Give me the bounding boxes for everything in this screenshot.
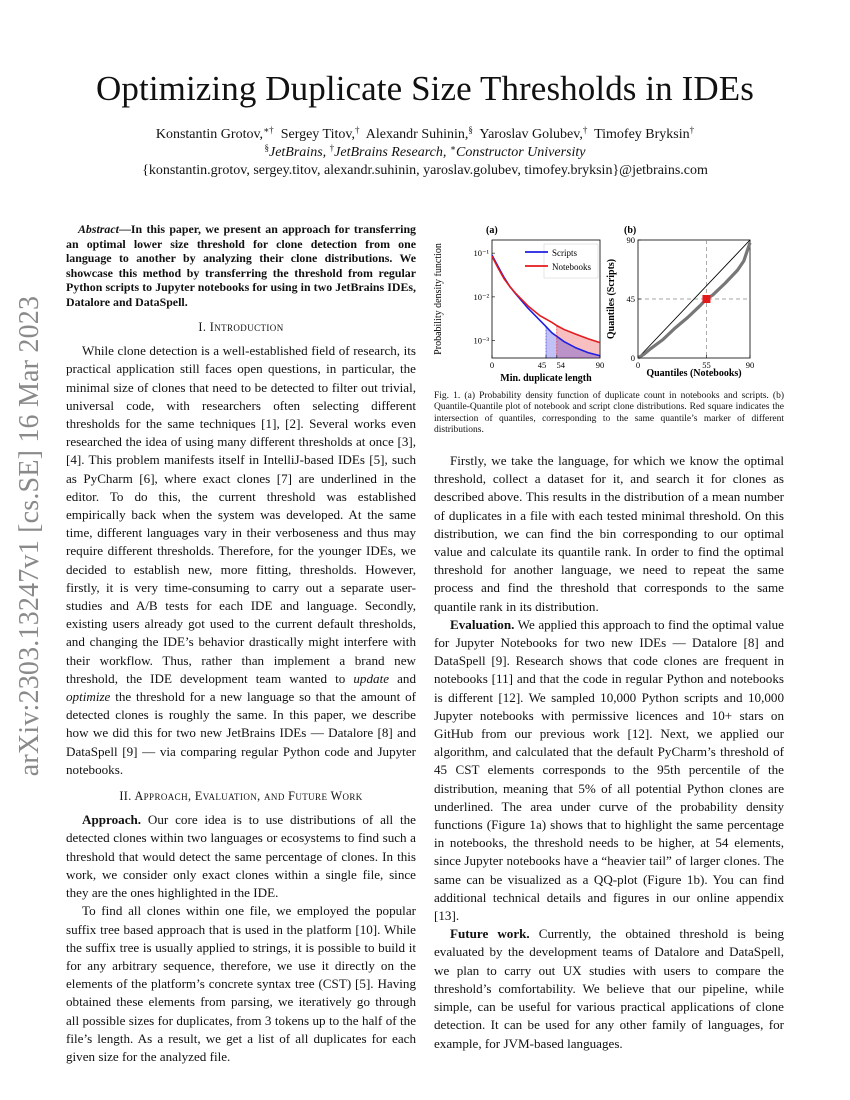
paper-title: Optimizing Duplicate Size Thresholds in IDEs (96, 69, 754, 108)
x-tick-label: 0 (635, 360, 641, 370)
y-axis-label-a: Probability density function (434, 243, 444, 355)
y-tick-label: 45 (626, 294, 635, 304)
author-name: Sergey Titov, (280, 127, 355, 142)
approach-paragraph (66, 811, 416, 902)
approach-paragraph: To find all clones within one file, we employed the popular suffix tree based approach that is used in the platform [10]. While the suffix tree is usually applied to strings, it is possible to build it for any arbitrary sequence, therefore, we use it directly on the elements of the platform’s concrete syntax tree (CST) [5]. Having obtained these elements from parsing, we iteratively go through all possible sizes for duplicates, from 3 tokens up to the half of the file’s length. As a result, we get a list of all duplicates for each given size for the analyzed file. (66, 903, 416, 1064)
y-tick-label: 10⁻³ (473, 335, 489, 346)
affiliation: JetBrains Research, (334, 145, 447, 160)
author-mark: ∗† (263, 125, 274, 135)
left-column (66, 222, 416, 1066)
figure-1-plots (434, 226, 794, 386)
affiliation-mark: § (264, 143, 269, 153)
x-tick-label: 90 (745, 360, 755, 370)
y-tick-label: 10⁻¹ (473, 248, 489, 259)
right-column (434, 452, 784, 1053)
approach-paragraph: Firstly, we take the language, for which we know the optimal threshold, collect a dataset for it, and search it for clones as described above. This results in the distribution of a mean number of duplicates in a file with each tested minimal threshold. On this distribution, we can find the bin corresponding to our optimal value and calculate its quantile rank. In order to find the optimal threshold for another language, we need to repeat the same process and find the threshold that corresponds to the same quantile rank in its distribution. (434, 453, 784, 614)
affiliation: Constructor University (456, 145, 586, 160)
author-emails: {konstantin.grotov, sergey.titov, alexandr.suhinin, yaroslav.golubev, timofey.bryksin}@jetbrains.com (142, 163, 708, 178)
x-axis-label-b: Quantiles (Notebooks) (646, 368, 742, 379)
run-in-heading-evaluation: Evaluation. (450, 616, 515, 632)
figure-caption: Fig. 1. (a) Probability density function of duplicate count in notebooks and scripts. (b) Quantile-Quantile plot of notebook and script clone distributions. Red square indicates the intersection of quantiles, corresponding to the same quantile’s marker of different distributions. (434, 391, 784, 435)
affiliation-mark: ∗ (449, 143, 456, 153)
legend-label-scripts: Scripts (552, 248, 578, 258)
section-heading-introduction: I. Introduction (198, 320, 284, 334)
emphasis-update: update (353, 670, 390, 686)
intro-text: the threshold for a new language so that the amount of detected clones is roughly the same. In this paper, we describe how we did this for two new JetBrains IDEs — Datalore [8] and DataSpell [9] — via comparing regular Python code and Jupyter notebooks. (66, 689, 416, 777)
y-tick-label: 90 (626, 235, 635, 245)
intro-text: While clone detection is a well-established field of research, its practical application still faces open questions, in particular, the minimal size of clones that need to be detected to filter out trivial, universal code, with researchers often selecting different thresholds for the same techniques [1], [2]. Several works even researched the idea of using many different thresholds at once [3], [4]. This problem manifests itself in IntelliJ-based IDEs [5], such as PyCharm [6], where exact clones [7] are underlined in the editor. To do this, the current threshold was established empirically back when the system was developed. At the same time, different languages vary in their verboseness and thus may require different thresholds. Therefore, for the younger IDEs, we decided to establish new, more fitting, thresholds. However, firstly, it is very time-consuming to carry out a separate user-studies and A/B tests for each IDE and language. Secondly, existing users already got used to the current default thresholds, and changing the IDE’s behavior drastically might interfere with their workflow. Thus, rather than implement a brand new threshold, the IDE development team wanted to (66, 343, 416, 686)
section-heading-approach: II. Approach, Evaluation, and Future Work (119, 789, 363, 804)
abstract (66, 222, 416, 309)
author-mark: † (582, 125, 588, 135)
chart-panel-b (606, 226, 754, 379)
author-affiliations (60, 144, 790, 162)
author-name: Yaroslav Golubev, (479, 127, 583, 142)
x-tick-label: 54 (556, 360, 566, 370)
evaluation-paragraph (434, 616, 784, 925)
x-tick-label: 45 (537, 360, 547, 370)
abstract-text: —In this paper, we present an approach for transferring an optimal lower size threshold for clone detection from one language to another by analyzing their clone distributions. We showcase this method by transferring the threshold from regular Python scripts to Jupyter notebooks for using in two JetBrains IDEs, Datalore and DataSpell. (66, 222, 416, 309)
future-work-text: Currently, the obtained threshold is being evaluated by the development teams of Datalore and DataSpell, we plan to carry out UX studies with users to compare the threshold’s comfortability. We believe that our pipeline, while simple, can be useful for various practical applications of clone detection. It can be used for any other family of languages, for example, for JVM-based languages. (434, 926, 785, 1051)
arxiv-sidebar (0, 296, 60, 776)
future-work-paragraph (434, 925, 784, 1052)
approach-text: Our core idea is to use distributions of all the detected clones within two languages or ecosystems to find such a threshold that would detect the same percentage of clones. In this work, we consider only exact clones within a single file, since they are the ones highlighted in the IDE. (66, 812, 416, 901)
x-tick-label: 90 (595, 360, 605, 370)
evaluation-text: We applied this approach to find the optimal value for Jupyter Notebooks for two new IDEs — Datalore [8] and DataSpell [9]. Research shows that code clones are frequent in notebooks [11] and that the code in regular Python and notebooks is different [12]. We sampled 10,000 Python scripts and 10,000 Jupyter notebooks with permissive licences and 10+ stars on GitHub from our previous work [12]. Next, we applied our algorithm, and calculated that the default PyCharm’s threshold of 45 CST elements corresponds to the 95th percentile of the distribution, meaning that 5% of all potential Python clones are underlined. The area under curve of the probability density functions (Figure 1a) shows that to highlight the same percentage in notebooks, the threshold needs to be higher, at 54 elements, since Jupyter notebooks have a “heavier tail” of larger clones. The same can be visualized as a QQ-plot (Figure 1b). You can find additional technical details and figures in our online appendix [13]. (434, 616, 784, 924)
panel-label-b: (b) (624, 226, 637, 236)
author-block (60, 126, 790, 180)
arxiv-identifier: arXiv:2303.13247v1 [cs.SE] 16 Mar 2023 (14, 295, 45, 777)
y-tick-label: 0 (630, 353, 635, 363)
author-name: Konstantin Grotov, (155, 127, 264, 142)
quantile-intersection-marker (702, 295, 710, 303)
y-axis-label-b: Quantiles (Scripts) (606, 258, 617, 340)
affiliation: JetBrains, (268, 145, 327, 160)
author-mark: † (355, 125, 360, 135)
panel-label-a: (a) (486, 226, 498, 236)
intro-paragraph (66, 342, 416, 779)
legend-a (525, 244, 598, 278)
author-name: Alexandr Suhinin, (365, 127, 469, 142)
legend-label-notebooks: Notebooks (552, 262, 591, 272)
x-axis-label-a: Min. duplicate length (500, 373, 592, 384)
author-names (60, 126, 790, 144)
y-tick-label: 10⁻² (473, 291, 489, 302)
author-mark: § (468, 125, 473, 135)
intro-text: and (389, 670, 416, 686)
chart-panel-a (434, 226, 604, 384)
x-tick-label: 0 (489, 360, 495, 370)
emphasis-optimize: optimize (66, 689, 111, 705)
author-mark: † (689, 125, 695, 135)
affiliation-mark: † (329, 143, 335, 153)
abstract-label: Abstract (78, 222, 119, 236)
run-in-heading-future-work: Future work. (450, 926, 530, 942)
run-in-heading-approach: Approach. (82, 812, 142, 828)
author-name: Timofey Bryksin (594, 127, 690, 142)
x-tick-label: 55 (702, 360, 711, 370)
